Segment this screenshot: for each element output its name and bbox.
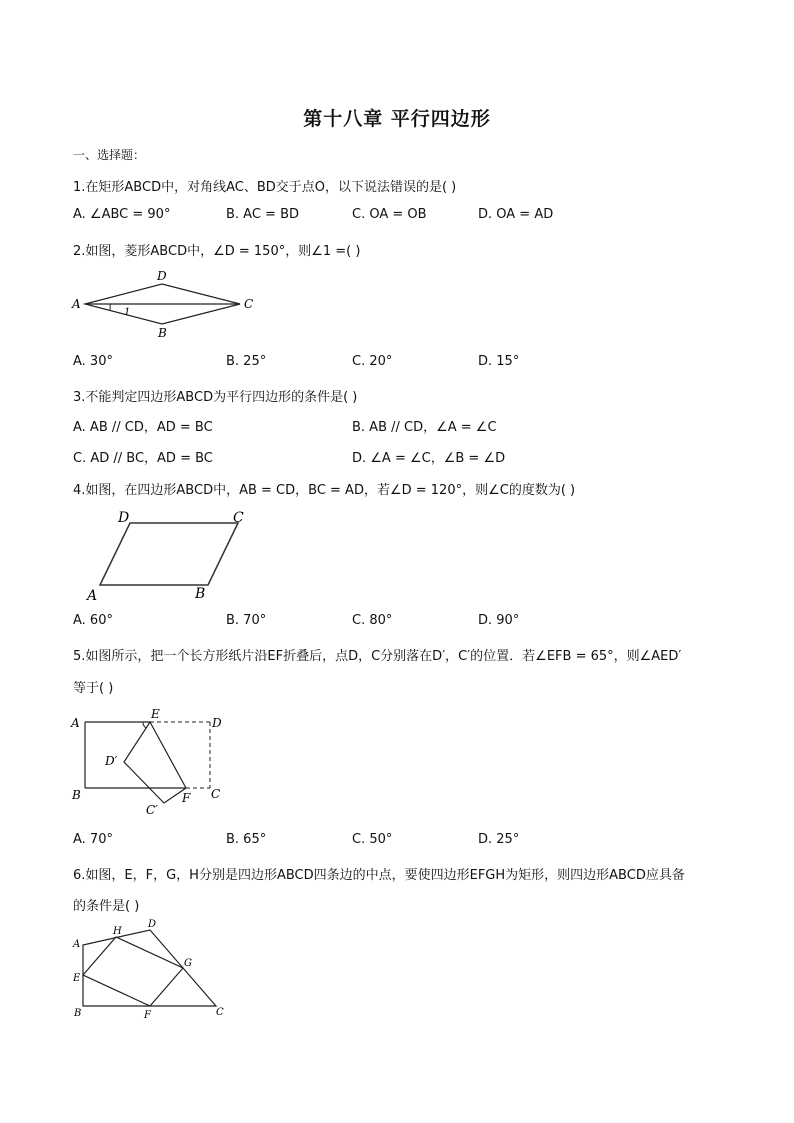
question-6-stem: 6.如图，E，F，G，H分别是四边形ABCD四条边的中点，要使四边形EFGH为矩形，则四边形ABCD应具备 bbox=[73, 868, 685, 883]
midpoint-quadrilateral-figure bbox=[68, 915, 238, 1025]
vertex-label-d: D bbox=[212, 716, 222, 730]
parallelogram-figure bbox=[80, 507, 260, 605]
vertex-label-e: E bbox=[73, 973, 81, 984]
vertex-label-c: C bbox=[216, 1007, 224, 1018]
vertex-label-f: F bbox=[144, 1010, 151, 1021]
question-1-option-c: C. OA = OB bbox=[352, 207, 427, 222]
rhombus-figure bbox=[70, 268, 260, 340]
vertex-label-e: E bbox=[151, 707, 160, 721]
vertex-label-c: C bbox=[244, 297, 254, 311]
question-3-option-d: D. ∠A = ∠C，∠B = ∠D bbox=[352, 451, 506, 466]
question-2-option-b: B. 25° bbox=[226, 354, 267, 369]
vertex-label-a: A bbox=[71, 716, 80, 730]
vertex-label-d-prime: D′ bbox=[105, 754, 118, 768]
question-5-option-d: D. 25° bbox=[478, 832, 520, 847]
vertex-label-f: F bbox=[182, 791, 191, 805]
question-4-option-b: B. 70° bbox=[226, 613, 267, 628]
vertex-label-h: H bbox=[113, 926, 122, 937]
question-2-option-c: C. 20° bbox=[352, 354, 393, 369]
vertex-label-a: A bbox=[72, 297, 81, 311]
folded-rectangle-figure bbox=[68, 705, 228, 820]
question-4-stem: 4.如图，在四边形ABCD中，AB = CD，BC = AD，若∠D = 120°，则∠C的度数为( ) bbox=[73, 483, 576, 498]
vertex-label-b: B bbox=[74, 1008, 82, 1019]
vertex-label-g: G bbox=[184, 958, 192, 969]
question-1-option-d: D. OA = AD bbox=[478, 207, 554, 222]
vertex-label-d: D bbox=[157, 269, 167, 283]
question-5-stem-continued: 等于( ) bbox=[73, 681, 114, 696]
question-3-option-b: B. AB // CD，∠A = ∠C bbox=[352, 420, 497, 435]
question-4-option-c: C. 80° bbox=[352, 613, 393, 628]
question-1-stem: 1.在矩形ABCD中，对角线AC、BD交于点O，以下说法错误的是( ) bbox=[73, 180, 457, 195]
vertex-label-a: A bbox=[73, 939, 81, 950]
question-5-stem: 5.如图所示，把一个长方形纸片沿EF折叠后，点D，C分别落在D′，C′的位置．若∠EFB = 65°，则∠AED′ bbox=[73, 649, 682, 664]
question-3-option-c: C. AD // BC，AD = BC bbox=[73, 451, 213, 466]
question-5-option-c: C. 50° bbox=[352, 832, 393, 847]
vertex-label-a: A bbox=[87, 588, 98, 604]
question-4-option-d: D. 90° bbox=[478, 613, 520, 628]
vertex-label-d: D bbox=[118, 510, 130, 526]
question-1-option-a: A. ∠ABC = 90° bbox=[73, 207, 171, 222]
vertex-label-b: B bbox=[195, 586, 206, 602]
question-2-option-d: D. 15° bbox=[478, 354, 520, 369]
vertex-label-b: B bbox=[158, 326, 167, 340]
angle-label-1: 1 bbox=[124, 307, 131, 318]
section-heading: 一、选择题： bbox=[73, 148, 146, 162]
vertex-label-c-prime: C′ bbox=[146, 803, 158, 817]
question-3-option-a: A. AB // CD，AD = BC bbox=[73, 420, 213, 435]
vertex-label-d: D bbox=[148, 919, 157, 930]
vertex-label-b: B bbox=[72, 788, 81, 802]
question-2-stem: 2.如图，菱形ABCD中，∠D = 150°，则∠1 =( ) bbox=[73, 244, 361, 259]
question-1-option-b: B. AC = BD bbox=[226, 207, 300, 222]
page-title: 第十八章 平行四边形 bbox=[303, 108, 491, 130]
question-5-option-b: B. 65° bbox=[226, 832, 267, 847]
question-2-option-a: A. 30° bbox=[73, 354, 113, 369]
question-5-option-a: A. 70° bbox=[73, 832, 113, 847]
vertex-label-c: C bbox=[233, 510, 244, 526]
question-4-option-a: A. 60° bbox=[73, 613, 113, 628]
question-6-stem-continued: 的条件是( ) bbox=[73, 899, 140, 914]
vertex-label-c: C bbox=[211, 787, 221, 801]
question-3-stem: 3.不能判定四边形ABCD为平行四边形的条件是( ) bbox=[73, 390, 358, 405]
